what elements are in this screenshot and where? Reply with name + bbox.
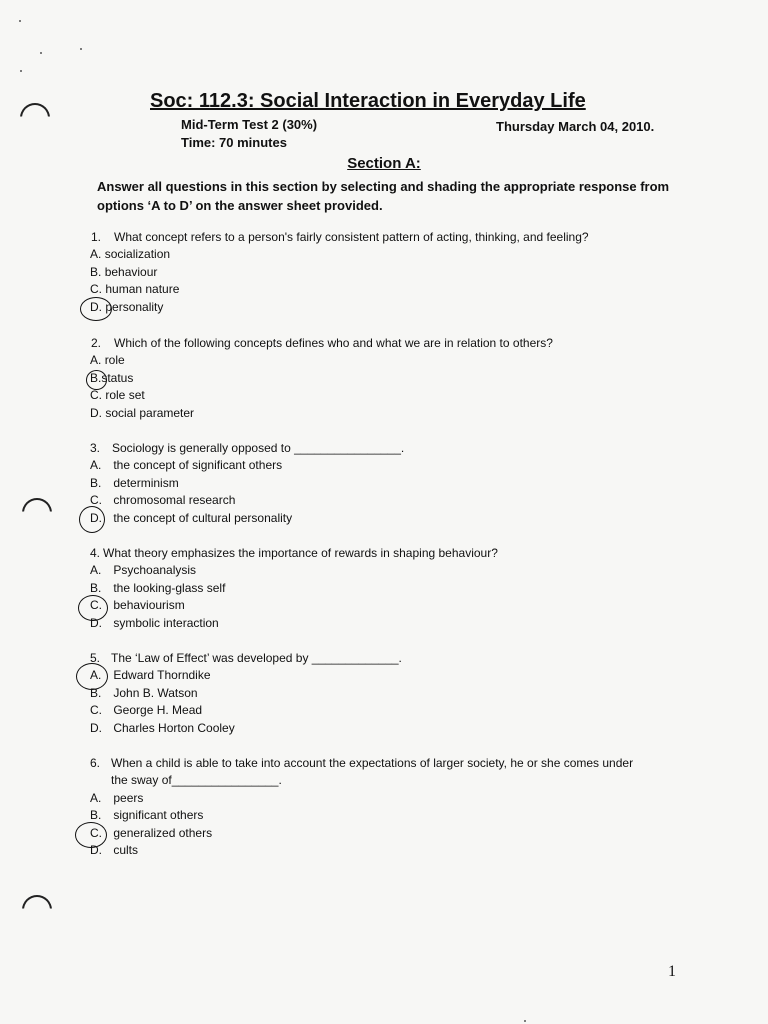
option-text: cults bbox=[113, 843, 139, 858]
option-text: John B. Watson bbox=[113, 685, 198, 700]
option-d[interactable] bbox=[90, 842, 633, 859]
scan-speck bbox=[524, 1020, 526, 1022]
option-text: socialization bbox=[104, 247, 171, 262]
option-letter: C. bbox=[90, 282, 102, 297]
option-letter: B. bbox=[90, 264, 102, 279]
scan-speck bbox=[80, 48, 82, 50]
question-text-continued: the sway of________________. bbox=[111, 773, 282, 788]
option-d[interactable] bbox=[90, 405, 553, 422]
question-number: 4. bbox=[90, 546, 101, 560]
option-letter: D. bbox=[90, 843, 102, 858]
question-5 bbox=[90, 650, 402, 737]
option-letter: A. bbox=[90, 668, 102, 683]
option-letter: A. bbox=[90, 790, 102, 805]
option-b[interactable] bbox=[90, 807, 633, 824]
punch-hole-mark bbox=[22, 498, 52, 528]
option-text: personality bbox=[105, 299, 164, 314]
option-letter: D. bbox=[90, 720, 102, 735]
question-number: 6. bbox=[90, 756, 101, 770]
option-b[interactable] bbox=[90, 580, 498, 597]
question-6 bbox=[90, 755, 633, 859]
option-c[interactable] bbox=[90, 492, 404, 509]
question-4 bbox=[90, 545, 498, 632]
question-text: What theory emphasizes the importance of rewards in shaping behaviour? bbox=[103, 546, 498, 560]
option-d[interactable] bbox=[90, 299, 589, 316]
option-letter: A. bbox=[90, 458, 102, 473]
question-text: When a child is able to take into account the expectations of larger society, he or she comes under bbox=[111, 756, 634, 770]
option-letter: C. bbox=[90, 598, 102, 613]
option-a[interactable] bbox=[90, 667, 402, 684]
option-text: role set bbox=[105, 388, 145, 403]
option-text: human nature bbox=[105, 282, 180, 297]
option-letter: B. bbox=[90, 475, 102, 490]
section-instructions: Answer all questions in this section by selecting and shading the appropriate response from options ‘A to D’ on the answer sheet provided. bbox=[97, 179, 670, 213]
punch-hole-mark bbox=[22, 895, 52, 925]
option-c[interactable] bbox=[90, 702, 402, 719]
option-letter: A. bbox=[90, 563, 102, 578]
question-stem bbox=[90, 335, 553, 352]
question-stem bbox=[90, 440, 404, 457]
question-3 bbox=[90, 440, 404, 527]
option-text: George H. Mead bbox=[113, 703, 203, 718]
option-a[interactable] bbox=[90, 352, 553, 369]
page-number: 1 bbox=[668, 963, 676, 980]
question-number: 2. bbox=[91, 336, 102, 350]
option-text: social parameter bbox=[105, 405, 195, 420]
option-text: status bbox=[101, 370, 134, 385]
option-letter: B. bbox=[90, 685, 102, 700]
option-text: Charles Horton Cooley bbox=[113, 720, 235, 735]
option-letter: D. bbox=[90, 405, 102, 420]
option-letter: A. bbox=[90, 247, 102, 262]
option-letter: B. bbox=[90, 370, 102, 385]
course-title: Soc: 112.3: Social Interaction in Everyday Life bbox=[150, 90, 586, 112]
question-text: Sociology is generally opposed to ________________. bbox=[112, 441, 405, 455]
option-text: significant others bbox=[113, 808, 204, 823]
option-b[interactable] bbox=[90, 264, 589, 281]
option-c[interactable] bbox=[90, 597, 498, 614]
option-b[interactable] bbox=[90, 475, 404, 492]
question-text: Which of the following concepts defines who and what we are in relation to others? bbox=[114, 336, 553, 350]
option-text: generalized others bbox=[113, 825, 213, 840]
option-letter: B. bbox=[90, 808, 102, 823]
question-stem bbox=[90, 229, 589, 246]
option-d[interactable] bbox=[90, 510, 404, 527]
option-text: the concept of significant others bbox=[113, 458, 283, 473]
option-letter: D. bbox=[90, 510, 102, 525]
option-text: role bbox=[104, 353, 125, 368]
option-letter: C. bbox=[90, 493, 102, 508]
scan-speck bbox=[19, 20, 21, 22]
option-letter: C. bbox=[90, 703, 102, 718]
option-text: peers bbox=[113, 790, 144, 805]
question-number: 1. bbox=[91, 230, 102, 244]
option-a[interactable] bbox=[90, 457, 404, 474]
option-c[interactable] bbox=[90, 825, 633, 842]
question-number: 5. bbox=[90, 651, 101, 665]
option-text: Edward Thorndike bbox=[113, 668, 211, 683]
option-text: the looking-glass self bbox=[113, 580, 226, 595]
test-name: Mid-Term Test 2 (30%) bbox=[181, 117, 318, 132]
question-stem bbox=[90, 650, 402, 667]
option-letter: C. bbox=[90, 825, 102, 840]
option-b[interactable] bbox=[90, 685, 402, 702]
question-stem bbox=[90, 755, 633, 772]
option-d[interactable] bbox=[90, 615, 498, 632]
option-text: Psychoanalysis bbox=[113, 563, 197, 578]
option-a[interactable] bbox=[90, 562, 498, 579]
option-c[interactable] bbox=[90, 387, 553, 404]
option-letter: B. bbox=[90, 580, 102, 595]
option-letter: C. bbox=[90, 388, 102, 403]
option-c[interactable] bbox=[90, 281, 589, 298]
option-letter: D. bbox=[90, 299, 102, 314]
option-d[interactable] bbox=[90, 720, 402, 737]
option-a[interactable] bbox=[90, 790, 633, 807]
option-letter: A. bbox=[90, 353, 102, 368]
punch-hole-mark bbox=[20, 103, 50, 133]
option-text: behaviourism bbox=[113, 598, 185, 613]
question-1 bbox=[90, 229, 589, 316]
option-letter: D. bbox=[90, 615, 102, 630]
option-text: behaviour bbox=[104, 264, 158, 279]
question-text: What concept refers to a person's fairly consistent pattern of acting, thinking, and feeling? bbox=[114, 230, 589, 244]
option-text: chromosomal research bbox=[113, 493, 236, 508]
option-text: determinism bbox=[113, 475, 179, 490]
option-a[interactable] bbox=[90, 246, 589, 263]
section-title: Section A: bbox=[347, 155, 421, 172]
scan-speck bbox=[20, 70, 22, 72]
option-text: the concept of cultural personality bbox=[113, 510, 293, 525]
question-2 bbox=[90, 335, 553, 422]
test-date: Thursday March 04, 2010. bbox=[496, 119, 655, 134]
question-number: 3. bbox=[90, 441, 101, 455]
test-duration: Time: 70 minutes bbox=[181, 135, 287, 150]
scan-speck bbox=[40, 52, 42, 54]
question-text: The ‘Law of Effect’ was developed by _____________. bbox=[111, 651, 402, 665]
option-b[interactable] bbox=[90, 370, 553, 387]
option-text: symbolic interaction bbox=[113, 615, 219, 630]
question-stem bbox=[90, 545, 498, 562]
